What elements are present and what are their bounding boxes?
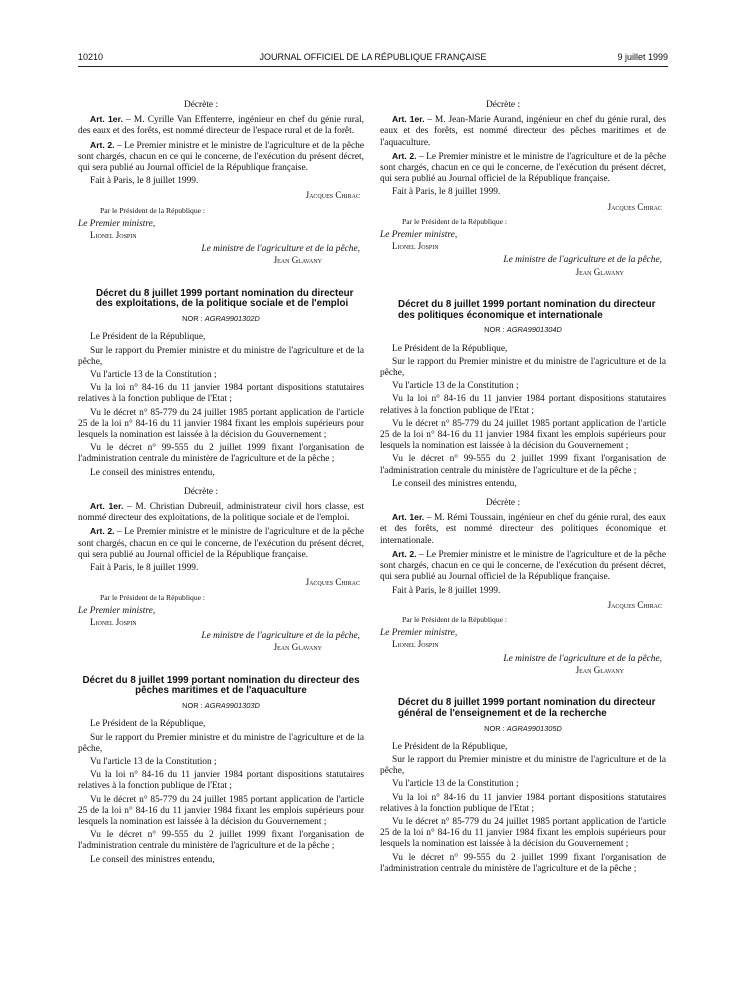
minister-name: Jean Glavany [575,664,624,675]
signature-place-date: Fait à Paris, le 8 juillet 1999. [392,187,501,198]
right-column [380,100,666,877]
article-text: – M. Christian Dubreuil, administrateur civil hors classe, est nommé directeur des exploitations, de la politique sociale et de l'emploi. [78,502,364,524]
vu-constitution: Vu l'article 13 de la Constitution ; [392,779,519,790]
par-le-president: Par le Président de la République : [402,216,508,226]
president-signature: Jacques Chirac [305,190,360,201]
par-le-president: Par le Président de la République : [100,592,206,602]
premier-ministre-name: Lionel Jospin [90,616,137,627]
vu-loi: Vu la loi n° 84-16 du 11 janvier 1984 portant dispositions statutaires relatives à la fonction publique de l'Etat ; [380,394,666,416]
vu-decret-99: Vu le décret n° 99-555 du 2 juillet 1999 fixant l'organisation de l'administration centrale du ministère de l'agriculture et de la pêche ; [78,830,364,852]
article-text: – Le Premier ministre et le ministre de l'agriculture et de la pêche sont chargés, chacun en ce qui le concerne, de l'exécution du présent décret, qui sera publié au Journal officiel de la République française. [78,140,365,174]
article-1 [380,114,666,149]
minister-name: Jean Glavany [273,255,322,266]
minister-name: Jean Glavany [575,266,624,277]
nor-code: AGRA9901303D [204,701,260,711]
article-label: Art. 1er. [90,114,123,125]
journal-title: JOURNAL OFFICIEL DE LA RÉPUBLIQUE FRANÇAISE [259,52,487,62]
decrete-heading: Décrète : [485,498,521,509]
nor-label: NOR : [182,314,205,324]
nor-reference [380,324,666,335]
premier-ministre-name: Lionel Jospin [392,241,439,252]
decrete-heading: Décrète : [183,100,219,110]
right-decree-1-end [380,100,666,278]
signature-place-date: Fait à Paris, le 8 juillet 1999. [90,176,199,187]
conseil-ministres: Le conseil des ministres entendu, [90,467,215,478]
president-signature: Jacques Chirac [607,201,662,212]
president-signature: Jacques Chirac [607,599,662,610]
nor-code: AGRA9901302D [204,314,260,324]
article-1 [78,114,364,137]
vu-loi: Vu la loi n° 84-16 du 11 janvier 1984 portant dispositions statutaires relatives à la fonction publique de l'Etat ; [78,770,364,792]
minister-title: Le ministre de l'agriculture et de la pêche, [201,244,360,255]
nor-label: NOR : [484,325,507,335]
signature-place-date: Fait à Paris, le 8 juillet 1999. [90,563,199,574]
minister-title: Le ministre de l'agriculture et de la pêche, [503,653,662,664]
page-header [78,50,668,67]
issue-date: 9 juillet 1999 [617,52,668,62]
vu-constitution: Vu l'article 13 de la Constitution ; [392,381,519,392]
nor-label: NOR : [484,723,507,733]
decree-title: Décret du 8 juillet 1999 portant nomination du directeur des pêches maritimes et de l'aquaculture [82,674,360,697]
premier-ministre-name: Lionel Jospin [392,639,439,650]
vu-decret-85: Vu le décret n° 85-779 du 24 juillet 1985 portant application de l'article 25 de la loi n° 84-16 du 11 janvier 1984 fixant les emplois supérieurs pour lesquels la nomination est laissée à la décision du Gouvernement ; [380,816,666,850]
article-text: – Le Premier ministre et le ministre de l'agriculture et de la pêche sont chargés, chacun en ce qui le concerne, de l'exécution du présent décret, qui sera publié au Journal officiel de la République française. [380,151,667,185]
premier-ministre-name: Lionel Jospin [90,230,137,241]
nor-code: AGRA9901304D [506,325,562,335]
article-2 [78,526,364,561]
conseil-ministres: Le conseil des ministres entendu, [90,854,215,865]
article-text: – Le Premier ministre et le ministre de l'agriculture et de la pêche sont chargés, chacun en ce qui le concerne, de l'exécution du présent décret, qui sera publié au Journal officiel de la République française. [78,527,365,560]
article-label: Art. 2. [90,526,115,537]
nor-code: AGRA9901305D [506,723,562,733]
nor-reference [380,723,666,734]
article-2 [78,140,364,175]
decree-title: Décret du 8 juillet 1999 portant nomination du directeur général de l'enseignement et de la recherche [398,696,656,719]
article-2 [380,151,666,186]
nor-reference [78,700,364,711]
signature-place-date: Fait à Paris, le 8 juillet 1999. [392,585,501,596]
minister-name: Jean Glavany [273,642,322,653]
vu-constitution: Vu l'article 13 de la Constitution ; [90,370,217,381]
vu-constitution: Vu l'article 13 de la Constitution ; [90,756,217,767]
sur-rapport: Sur le rapport du Premier ministre et du ministre de l'agriculture et de la pêche, [78,345,364,367]
left-decree-2 [78,289,364,654]
article-text: – M. Rémi Toussain, ingénieur en chef du génie rural, des eaux et des forêts, est nommé directeur des politiques économique et internationale. [380,513,666,546]
article-text: – Le Premier ministre et le ministre de l'agriculture et de la pêche sont chargés, chacun en ce qui le concerne, de l'exécution du présent décret, qui sera publié au Journal officiel de la République française. [380,549,667,583]
decree-title: Décret du 8 juillet 1999 portant nomination du directeur des politiques économique et internationale [398,298,656,321]
le-president: Le Président de la République, [90,332,206,343]
vu-decret-85: Vu le décret n° 85-779 du 24 juillet 1985 portant application de l'article 25 de la loi n° 84-16 du 11 janvier 1984 fixant les emplois supérieurs pour lesquels la nomination est laissée à la décision du Gouvernement ; [78,407,364,441]
article-1 [78,501,364,524]
minister-title: Le ministre de l'agriculture et de la pêche, [201,631,360,642]
article-text: – M. Cyrille Van Effenterre, ingénieur en chef du génie rural, des eaux et des forêts, est nommé directeur de l'espace rural et de la forêt. [78,115,364,137]
decree-title: Décret du 8 juillet 1999 portant nomination du directeur des exploitations, de la politique sociale et de l'emploi [96,287,354,310]
conseil-ministres: Le conseil des ministres entendu, [392,478,517,489]
decrete-heading: Décrète : [485,100,521,110]
president-signature: Jacques Chirac [305,577,360,588]
article-1 [380,512,666,547]
vu-loi: Vu la loi n° 84-16 du 11 janvier 1984 portant dispositions statutaires relatives à la fonction publique de l'Etat ; [380,792,666,814]
premier-ministre-title: Le Premier ministre, [380,628,458,639]
premier-ministre-title: Le Premier ministre, [380,230,458,241]
vu-decret-99: Vu le décret n° 99-555 du 2 juillet 1999 fixant l'organisation de l'administration centrale du ministère de l'agriculture et de la pêche ; [380,454,666,476]
le-president: Le Président de la République, [392,741,508,752]
decrete-heading: Décrète : [183,486,219,497]
vu-decret-99: Vu le décret n° 99-555 du 2 juillet 1999 fixant l'organisation de l'administration centrale du ministère de l'agriculture et de la pêche ; [380,852,666,874]
article-label: Art. 1er. [392,512,425,523]
minister-title: Le ministre de l'agriculture et de la pêche, [503,255,662,266]
le-president: Le Président de la République, [392,343,508,354]
vu-decret-99: Vu le décret n° 99-555 du 2 juillet 1999 fixant l'organisation de l'administration centrale du ministère de l'agriculture et de la pêche ; [78,443,364,465]
left-decree-1-end [78,100,364,267]
par-le-president: Par le Président de la République : [100,205,206,215]
page-number: 10210 [78,52,104,62]
vu-decret-85: Vu le décret n° 85-779 du 24 juillet 1985 portant application de l'article 25 de la loi n° 84-16 du 11 janvier 1984 fixant les emplois supérieurs pour lesquels la nomination est laissée à la décision du Gouvernement ; [78,794,364,827]
nor-label: NOR : [182,701,205,711]
premier-ministre-title: Le Premier ministre, [78,605,156,616]
le-president: Le Président de la République, [90,719,206,730]
premier-ministre-title: Le Premier ministre, [78,218,156,229]
article-text: – M. Jean-Marie Aurand, ingénieur en chef du génie rural, des eaux et des forêts, est nommé directeur des pêches maritimes et de l'aquaculture. [380,115,666,148]
article-2 [380,549,666,584]
par-le-president: Par le Président de la République : [402,614,508,624]
article-label: Art. 1er. [90,501,124,512]
right-decree-3 [380,698,666,875]
right-decree-2 [380,300,666,676]
sur-rapport: Sur le rapport du Premier ministre et du ministre de l'agriculture et de la pêche, [78,732,364,754]
left-column [78,100,364,868]
vu-loi: Vu la loi n° 84-16 du 11 janvier 1984 portant dispositions statutaires relatives à la fonction publique de l'Etat ; [78,383,364,405]
vu-decret-85: Vu le décret n° 85-779 du 24 juillet 1985 portant application de l'article 25 de la loi n° 84-16 du 11 janvier 1984 fixant les emplois supérieurs pour lesquels la nomination est laissée à la décision du Gouvernement ; [380,418,666,452]
article-label: Art. 2. [392,150,417,161]
article-label: Art. 1er. [392,114,425,125]
sur-rapport: Sur le rapport du Premier ministre et du ministre de l'agriculture et de la pêche, [380,356,666,379]
article-label: Art. 2. [90,139,115,150]
article-label: Art. 2. [392,548,417,559]
sur-rapport: Sur le rapport du Premier ministre et du ministre de l'agriculture et de la pêche, [380,754,666,777]
nor-reference [78,313,364,324]
left-decree-3 [78,676,364,866]
